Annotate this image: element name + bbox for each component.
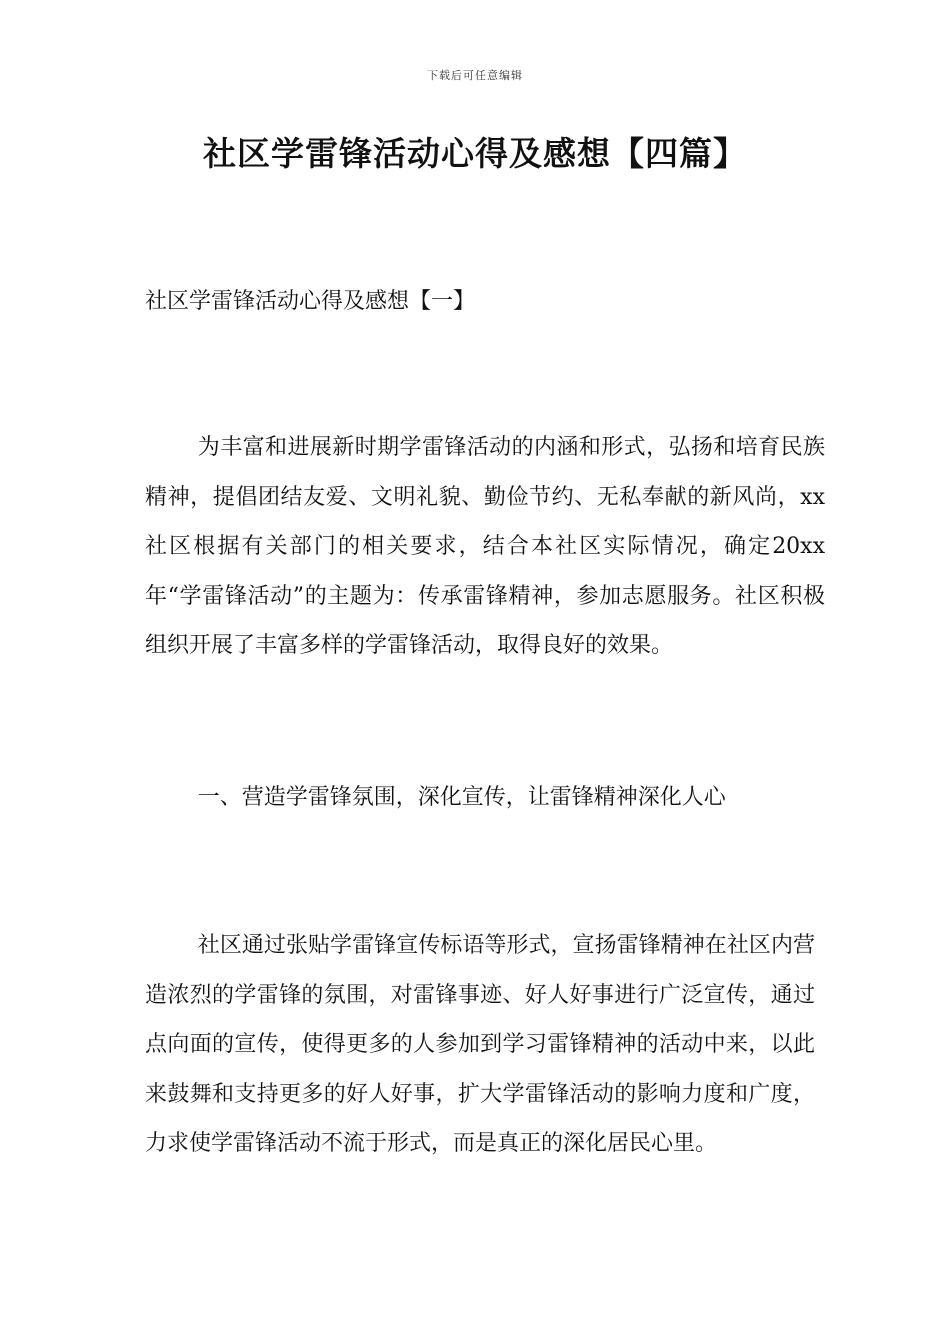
paragraph-publicity: 社区通过张贴学雷锋宣传标语等形式，宣扬雷锋精神在社区内营造浓烈的学雷锋的氛围，对雷锋事迹、好人好事进行广泛宣传，通过点向面的宣传，使得更多的人参加到学习雷锋精神的活动中来，以此来鼓舞和支持更多的好人好事，扩大学雷锋活动的影响力度和广度，力求使学雷锋活动不流于形式，而是真正的深化居民心里。 [145, 933, 815, 1156]
header-note: 下载后可任意编辑 [427, 69, 523, 82]
section-title: 社区学雷锋活动心得及感想【一】 [145, 289, 476, 314]
subheading-one: 一、营造学雷锋氛围，深化宣传，让雷锋精神深化人心 [197, 785, 726, 810]
paragraph-intro: 为丰富和进展新时期学雷锋活动的内涵和形式，弘扬和培育民族精神，提倡团结友爱、文明礼貌、勤俭节约、无私奉献的新风尚，xx社区根据有关部门的相关要求，结合本社区实际情况，确定20xx年“学雷锋活动”的主题为：传承雷锋精神，参加志愿服务。社区积极组织开展了丰富多样的学雷锋活动，取得良好的效果。 [145, 435, 825, 658]
document-title: 社区学雷锋活动心得及感想【四篇】 [203, 134, 747, 173]
